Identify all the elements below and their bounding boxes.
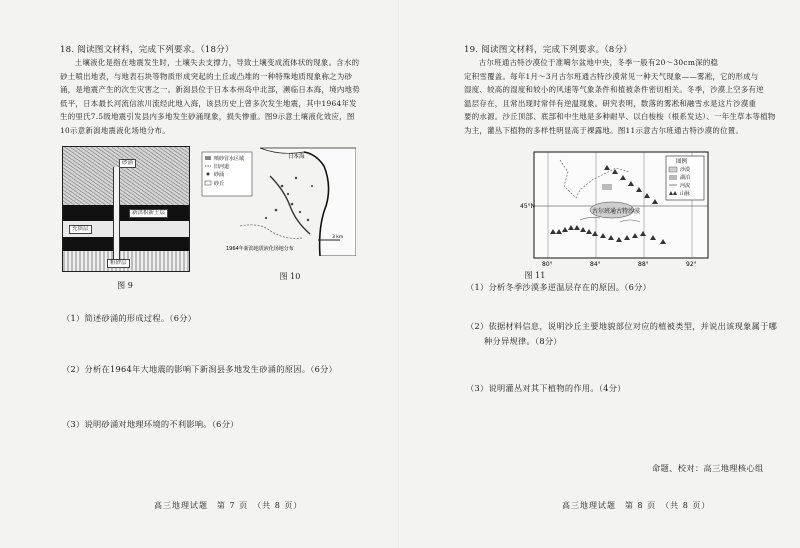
river [270, 176, 310, 234]
q19-question-1: （1）分析冬季沙漠多逆温层存在的原因。（6分） [466, 282, 652, 292]
q18-question-2: （2）分析在1964年大地震的影响下新潟县多地发生砂涌的原因。（6分） [62, 364, 338, 374]
q19-question-2a: （2）依据材料信息，说明沙丘主要地貌部位对应的植被类型，并说出该现象属于哪 [466, 321, 778, 331]
right-page [400, 0, 800, 548]
fig11-legend-title: 图例 [676, 159, 688, 165]
q19-question-2b: 种分异规律。（8分） [484, 336, 562, 346]
fig11-lat-label: 45°N [520, 203, 536, 210]
fig10-scale: 3 km [332, 235, 344, 240]
figure-9-caption: 图 9 [117, 281, 133, 290]
figure-11-map [520, 150, 710, 268]
fig11-legend-mountain: 山脉 [680, 191, 691, 197]
q19-line-6: 为主，灌丛下植物的多样性明显高于裸露地。图11示意古尔班通古特沙漠的位置。 [464, 125, 744, 135]
q19-title: 19. 阅读图文材料，完成下列要求。（8分） [464, 45, 633, 55]
fig10-legend-4: 砂丘 [214, 181, 225, 187]
q18-passage [60, 56, 388, 137]
liquefaction-spots [265, 177, 313, 221]
right-page-footer: 高三地理试题 第 8 页 （共 8 页） [562, 501, 711, 510]
q18-line-2: 砂土喷出地表，与地表石块等物质形成突起的土丘或凸堆的一种特殊地质现象称之为砂 [60, 71, 353, 81]
q19-question-3: （3）说明灌丛对其下植物的作用。（4分） [466, 383, 626, 393]
fig10-legend-2: 旧河道 [214, 164, 230, 170]
fig10-legend-1: 喷砂冒水区域 [214, 156, 245, 162]
figure-11-caption: 图 11 [524, 271, 546, 280]
q18-line-3: 涌，是地震产生的次生灾害之一。新潟县位于日本本州岛中北部，濒临日本海，境内地势 [60, 85, 360, 94]
fig10-map-title: 1964年新潟地震液化场地分布 [226, 246, 294, 252]
q19-line-3: 湿度、较高的湿度和较小的风速等气象条件和植被条件密切相关。冬季，沙漠上空多有逆 [464, 85, 764, 94]
figure-9-soil-liquefaction [62, 146, 190, 272]
credit-line: 命题、校对：高三地理核心组 [652, 463, 764, 473]
fig11-legend-river: 河流 [680, 183, 691, 189]
fig10-legend-3: 砂涌 [214, 172, 225, 178]
fig11-desert-label: 古尔班通古特沙漠 [592, 208, 641, 215]
q19-line-5: 要的水源。沙丘顶部、底部和中生地是多种耐旱、以白梭梭（根系发达）、一年生草本等植物 [464, 112, 776, 121]
q18-line-1: 土壤液化是指在地震发生时，土壤失去支撑力，导致土壤变成流体状的现象。含水的 [74, 58, 360, 67]
q19-line-4: 温层存在，且常出现时常伴有逆温现象。研究表明，数落的雾凇和融雪水是这片沙漠重 [464, 98, 757, 108]
figure-10-map [200, 146, 356, 256]
old-river-channel [240, 225, 302, 239]
q19-passage [464, 56, 788, 137]
q18-title: 18. 阅读图文材料，完成下列要求。（18分） [60, 45, 234, 55]
fig11-lon-88: 88° [638, 261, 649, 268]
fig11-lon-80: 80° [542, 261, 553, 268]
q18-question-3: （3）说明砂涌对地理环境的不利影响。（6分） [62, 419, 239, 429]
fig9-label-top: 砂涌 [119, 159, 136, 168]
fig9-label-left: 充填层 [69, 225, 92, 234]
fig11-lon-84: 84° [590, 261, 601, 268]
fig11-legend-desert: 沙漠 [680, 167, 691, 173]
fig9-label-mid: 新洪积新土层 [129, 209, 168, 218]
figure-10-caption: 图 10 [279, 272, 301, 281]
left-page-footer: 高三地理试题 第 7 页 （共 8 页） [154, 501, 303, 510]
fig11-lon-92: 92° [686, 261, 697, 268]
q18-line-5: 生的里氏7.5级地震引发县内多地发生砂涌现象，损失惨重。图9示意土壤液化效应，图 [60, 112, 355, 121]
q18-question-1: （1）简述砂涌的形成过程。（6分） [62, 313, 197, 323]
fig9-label-bottom: 粗砂层 [107, 259, 130, 268]
q18-line-4: 低平，日本最长河流信浓川流经此地入海，该县历史上曾多次发生地震，其中1964年发 [60, 98, 357, 108]
fig11-legend-lake: 湖泊 [680, 175, 691, 181]
q18-line-6: 10示意新潟地震液化场地分布。 [60, 125, 170, 135]
fig10-sea-label: 日本海 [288, 154, 305, 160]
q19-line-2: 定积雪覆盖。每年1月～3月古尔班通古特沙漠常见一种天气现象——雾凇，它的形成与 [464, 71, 759, 81]
sand-pipe [113, 167, 120, 259]
lake-area [602, 184, 612, 190]
q19-line-1: 古尔班通古特沙漠位于准噶尔盆地中央，冬季一般有20～30cm深的稳 [478, 58, 719, 67]
